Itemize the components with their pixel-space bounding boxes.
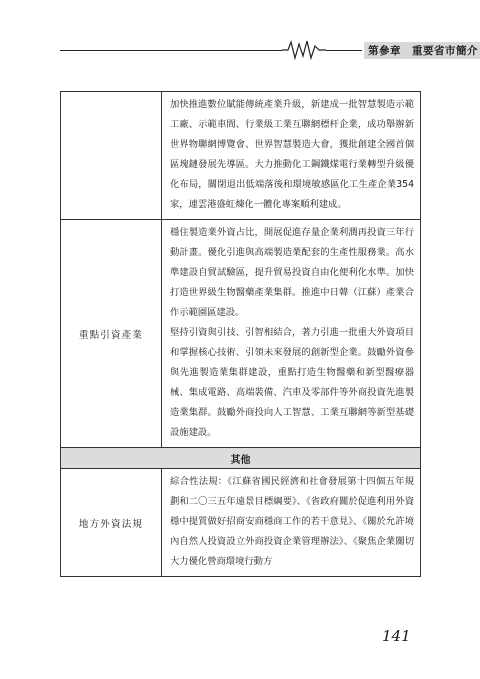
cell-text: 加快推進數位賦能傳統產業升級，新建成一批智慧製造示範工廠、示範車間、行業級工業互聯網標杆企業，成功舉辦新世界物聯網博覽會、世界智慧製造大會，獲批創建全國首個區塊鏈發展先導區。大力推動化工鋼鐵煤電行業轉型升級優化布局，關閉退出低端落後和環境敏感區化工生產企業354家，連雲港盛虹煉化一體化專案順利建成。	[170, 99, 414, 210]
heartbeat-wave-icon	[282, 38, 326, 62]
cell-text: 穩住製造業外資占比，開展促進存量企業利潤再投資三年行動計畫。優化引進與高端製造業配套的生產性服務業。高水準建設自貿試驗區，提升貿易投資自由化便利化水準。加快打造世界級生物醫藥產業集群。推進中日韓（江蘇）產業合作示範園區建設。	[170, 227, 414, 318]
table-row	[61, 220, 421, 448]
table-row	[61, 92, 421, 220]
table-cell	[162, 220, 421, 448]
page-number: 141	[382, 627, 411, 645]
row-label: 重點引資產業	[61, 220, 162, 448]
header-rule-left	[60, 50, 282, 51]
row-label-empty	[61, 92, 162, 220]
table-cell	[162, 92, 421, 220]
table-row	[61, 469, 421, 577]
cell-text: 綜合性法規：《江蘇省國民經濟和社會發展第十四個五年規劃和二〇三五年遠景目標綱要》、《省政府關於促進利用外資穩中提質做好招商安商穩商工作的若干意見》、《關於允許境內自然人投資設立外商投資企業管理辦法》、《聚焦企業關切大力優化營商環境行動方	[170, 476, 414, 567]
table-cell	[162, 469, 421, 577]
investment-info-table	[60, 91, 421, 577]
cell-text: 堅持引資與引技、引智相結合，著力引進一批重大外資項目和掌握核心技術、引領未來發展的創新型企業。鼓勵外資參與先進製造業集群建設，重點打造生物醫藥和新型醫療器械、集成電路、高端裝備、汽車及零部件等外商投資先進製造業集群。鼓勵外商投向人工智慧、工業互聯網等新型基礎設施建設。	[170, 327, 414, 438]
section-header: 其他	[61, 448, 421, 469]
row-label: 地方外資法規	[61, 469, 162, 577]
chapter-title: 第參章 重要省市簡介	[364, 42, 480, 59]
header-rule-right	[326, 50, 362, 51]
section-header-row	[61, 448, 421, 469]
running-header	[60, 38, 478, 62]
